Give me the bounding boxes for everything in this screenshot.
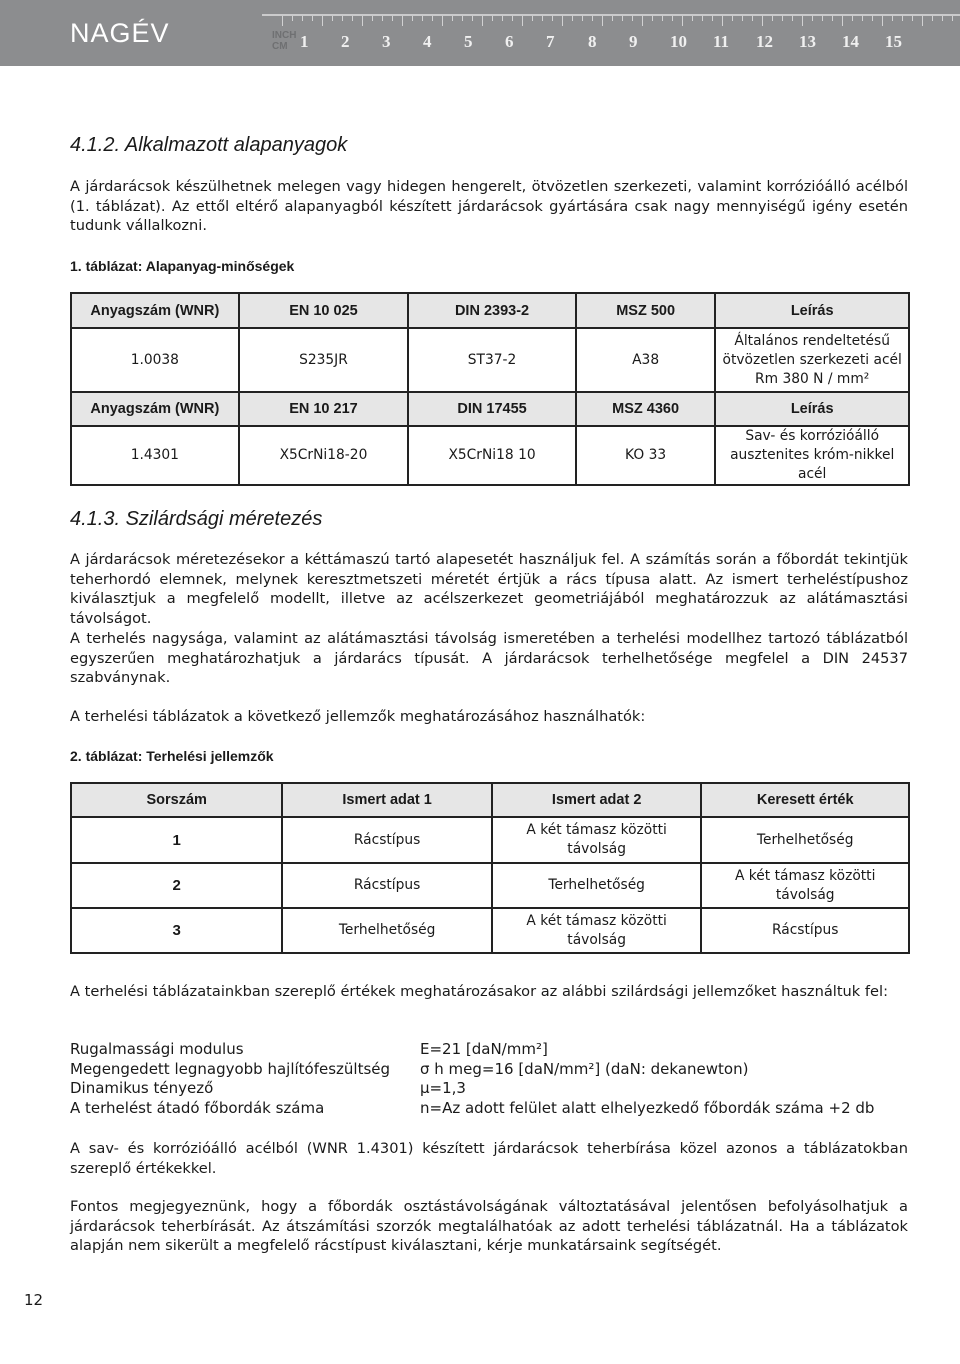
ruler-tick xyxy=(642,16,643,26)
ruler-tick xyxy=(622,16,623,21)
ruler-tick xyxy=(732,16,733,21)
ruler-tick xyxy=(702,16,703,21)
ruler-tick xyxy=(502,16,503,21)
ruler-tick xyxy=(772,16,773,21)
ruler-tick xyxy=(572,16,573,21)
ruler-tick xyxy=(562,16,563,26)
table-cell: KO 33 xyxy=(576,426,716,485)
property-label: Rugalmassági modulus xyxy=(70,1040,244,1058)
ruler-tick xyxy=(492,16,493,21)
table-cell: 1.0038 xyxy=(71,328,239,392)
table-cell: S235JR xyxy=(239,328,409,392)
table-cell: Rácstípus xyxy=(282,863,492,908)
table-cell: A két támasz közötti távolság xyxy=(701,863,909,908)
paragraph: Fontos megjegyeznünk, hogy a főbordák osztástávolságának változtatásával jelentősen befolyásolhatjuk a járdarácsok teherbírását. Az átszámítási szorzók megtalálhatóak az adott terhelési táblázatnál. Ha a táblázatok alapján nem sikerült a megfelelő rácstípust kiválasztani, kérje munkatársaink segítségét. xyxy=(70,1198,908,1254)
ruler-number: 15 xyxy=(885,32,902,51)
table-header-cell: DIN 17455 xyxy=(408,392,576,426)
ruler-tick xyxy=(682,16,683,26)
ruler-tick xyxy=(602,16,603,26)
table-header-cell: Leírás xyxy=(715,392,909,426)
table-cell: Rácstípus xyxy=(282,817,492,863)
property-label: Dinamikus tényező xyxy=(70,1079,214,1097)
ruler-tick xyxy=(822,16,823,21)
ruler-number: 7 xyxy=(546,32,555,51)
ruler-tick xyxy=(442,16,443,26)
ruler-tick xyxy=(412,16,413,21)
ruler-tick xyxy=(952,16,953,21)
ruler-tick xyxy=(632,16,633,21)
ruler-tick xyxy=(922,16,923,26)
ruler-tick xyxy=(512,16,513,21)
ruler-tick xyxy=(592,16,593,21)
ruler-tick xyxy=(802,16,803,26)
ruler-tick xyxy=(932,16,933,21)
ruler-tick xyxy=(552,16,553,21)
ruler-tick xyxy=(832,16,833,21)
ruler-tick xyxy=(752,16,753,21)
ruler-number: 6 xyxy=(505,32,514,51)
property-value: σ h meg=16 [daN/mm²] (daN: dekanewton) xyxy=(420,1059,749,1078)
ruler-tick xyxy=(582,16,583,21)
paragraph: A járdarácsok méretezésekor a kéttámaszú tartó alapesetét használjuk fel. A számítás során a főbordát tekintjük teherhordó elemnek, melynek keresztmetszeti méretét értjük a rács típusa alatt. Az ismert terheléstípushoz kiválasztjuk a megfelelő modellt, illetve az acélszerkezet geometriájából meghatározzuk az alátámasztási távolságot. xyxy=(70,551,908,627)
ruler-tick xyxy=(812,16,813,21)
table-header-cell: MSZ 4360 xyxy=(576,392,716,426)
ruler-tick xyxy=(672,16,673,21)
property-label: Megengedett legnagyobb hajlítófeszültség xyxy=(70,1059,391,1078)
ruler-tick xyxy=(392,16,393,21)
section-title: 4.1.2. Alkalmazott alapanyagok xyxy=(70,134,348,156)
ruler-tick xyxy=(692,16,693,21)
ruler-number: 10 xyxy=(670,32,687,51)
ruler-tick xyxy=(662,16,663,21)
ruler-tick xyxy=(362,16,363,26)
ruler-tick xyxy=(322,16,323,26)
table-cell: X5CrNi18 10 xyxy=(408,426,576,485)
ruler-graphic xyxy=(262,14,960,60)
ruler-tick xyxy=(472,16,473,21)
materials-table xyxy=(70,292,910,486)
table-cell: Terhelhetőség xyxy=(492,863,702,908)
ruler-number: 5 xyxy=(464,32,473,51)
ruler-tick xyxy=(342,16,343,21)
ruler-number: 1 xyxy=(300,32,309,51)
table-cell: 3 xyxy=(71,908,282,953)
table-cell: 2 xyxy=(71,863,282,908)
table-cell: Sav- és korrózióálló ausztenites króm-nikkel acél xyxy=(715,426,909,485)
table-header-cell: Ismert adat 2 xyxy=(492,783,702,817)
ruler-number: 2 xyxy=(341,32,350,51)
paragraph: A terhelési táblázatok a következő jellemzők meghatározásához használhatók: xyxy=(70,708,646,725)
table-cell: Terhelhetőség xyxy=(701,817,909,863)
table-cell: X5CrNi18-20 xyxy=(239,426,409,485)
table-header-cell: Anyagszám (WNR) xyxy=(71,293,239,328)
ruler-number: 8 xyxy=(588,32,597,51)
page-number: 12 xyxy=(24,1291,44,1309)
section-title: 4.1.3. Szilárdsági méretezés xyxy=(70,508,323,530)
ruler-tick xyxy=(422,16,423,21)
ruler-tick xyxy=(332,16,333,21)
table-header-cell: DIN 2393-2 xyxy=(408,293,576,328)
ruler-tick xyxy=(462,16,463,21)
table-cell: Általános rendeltetésű ötvözetlen szerkezeti acél Rm 380 N / mm² xyxy=(715,328,909,392)
table-header-cell: Ismert adat 1 xyxy=(282,783,492,817)
ruler-unit-label: INCH CM xyxy=(272,30,297,52)
page-header xyxy=(0,0,960,66)
table-caption: 1. táblázat: Alapanyag-minőségek xyxy=(70,258,295,274)
ruler-tick xyxy=(742,16,743,21)
ruler-number: 12 xyxy=(756,32,773,51)
ruler-tick xyxy=(612,16,613,21)
ruler-tick xyxy=(792,16,793,21)
ruler-tick xyxy=(722,16,723,26)
ruler-tick xyxy=(432,16,433,21)
ruler-tick xyxy=(782,16,783,21)
ruler-number: 13 xyxy=(799,32,816,51)
table-cell: 1.4301 xyxy=(71,426,239,485)
table-cell: 1 xyxy=(71,817,282,863)
ruler-tick xyxy=(882,16,883,26)
ruler-tick xyxy=(522,16,523,26)
table-cell: A két támasz közötti távolság xyxy=(492,908,702,953)
brand-logo: NAGÉV xyxy=(70,18,170,48)
ruler-tick xyxy=(352,16,353,21)
ruler-number: 11 xyxy=(713,32,730,51)
ruler-tick xyxy=(282,16,283,26)
ruler-tick xyxy=(532,16,533,21)
ruler-tick xyxy=(652,16,653,21)
ruler-number: 3 xyxy=(382,32,391,51)
property-value: E=21 [daN/mm²] xyxy=(420,1040,548,1058)
ruler-tick xyxy=(542,16,543,21)
property-value: μ=1,3 xyxy=(420,1079,466,1097)
paragraph: A terhelési táblázatainkban szereplő értékek meghatározásakor az alábbi szilárdsági jellemzőket használtuk fel: xyxy=(70,983,888,1000)
table-header-cell: Keresett érték xyxy=(701,783,909,817)
ruler-number: 9 xyxy=(629,32,638,51)
table-header-cell: Leírás xyxy=(715,293,909,328)
table-header-cell: Anyagszám (WNR) xyxy=(71,392,239,426)
ruler-tick xyxy=(762,16,763,26)
ruler-tick xyxy=(842,16,843,26)
table-header-cell: Sorszám xyxy=(71,783,282,817)
ruler-number: 4 xyxy=(423,32,432,51)
ruler-tick xyxy=(402,16,403,26)
ruler-tick xyxy=(712,16,713,21)
load-characteristics-table xyxy=(70,782,910,954)
table-header-cell: EN 10 025 xyxy=(239,293,409,328)
ruler-tick xyxy=(912,16,913,21)
intro-paragraph: A járdarácsok készülhetnek melegen vagy hidegen hengerelt, ötvözetlen szerkezeti, valamint korrózióálló acélból (1. táblázat). Az ettől eltérő alapanyagból készített járdarácsok gyártására csak nagy mennyiségű igény esetén tudunk vállalkozni. xyxy=(70,178,908,234)
ruler-tick xyxy=(372,16,373,21)
ruler-tick xyxy=(312,16,313,21)
ruler-tick xyxy=(892,16,893,21)
ruler-tick xyxy=(942,16,943,21)
property-label: A terhelést átadó főbordák száma xyxy=(70,1098,325,1117)
table-caption: 2. táblázat: Terhelési jellemzők xyxy=(70,748,274,764)
ruler-tick xyxy=(852,16,853,21)
ruler-number: 14 xyxy=(842,32,859,51)
table-cell: A38 xyxy=(576,328,716,392)
table-header-cell: MSZ 500 xyxy=(576,293,716,328)
ruler-tick xyxy=(292,16,293,21)
ruler-tick xyxy=(482,16,483,26)
paragraph: A terhelés nagysága, valamint az alátámasztási távolság ismeretében a terhelési modellhez tartozó táblázatból egyszerűen meghatározhatjuk a járdarács típusát. A járdarácsok terhelhetősége megfelel a DIN 24537 szabványnak. xyxy=(70,630,908,686)
table-cell: Rácstípus xyxy=(701,908,909,953)
property-value: n=Az adott felület alatt elhelyezkedő főbordák száma +2 db xyxy=(420,1098,875,1117)
table-header-cell: EN 10 217 xyxy=(239,392,409,426)
paragraph: A sav- és korrózióálló acélból (WNR 1.4301) készített járdarácsok teherbírása közel azonos a táblázatokban szereplő értékekkel. xyxy=(70,1140,908,1177)
table-cell: Terhelhetőség xyxy=(282,908,492,953)
table-cell: ST37-2 xyxy=(408,328,576,392)
ruler-tick xyxy=(872,16,873,21)
ruler-tick xyxy=(382,16,383,21)
ruler-tick xyxy=(902,16,903,21)
ruler-tick xyxy=(302,16,303,21)
ruler-tick xyxy=(452,16,453,21)
ruler-tick xyxy=(862,16,863,21)
table-cell: A két támasz közötti távolság xyxy=(492,817,702,863)
